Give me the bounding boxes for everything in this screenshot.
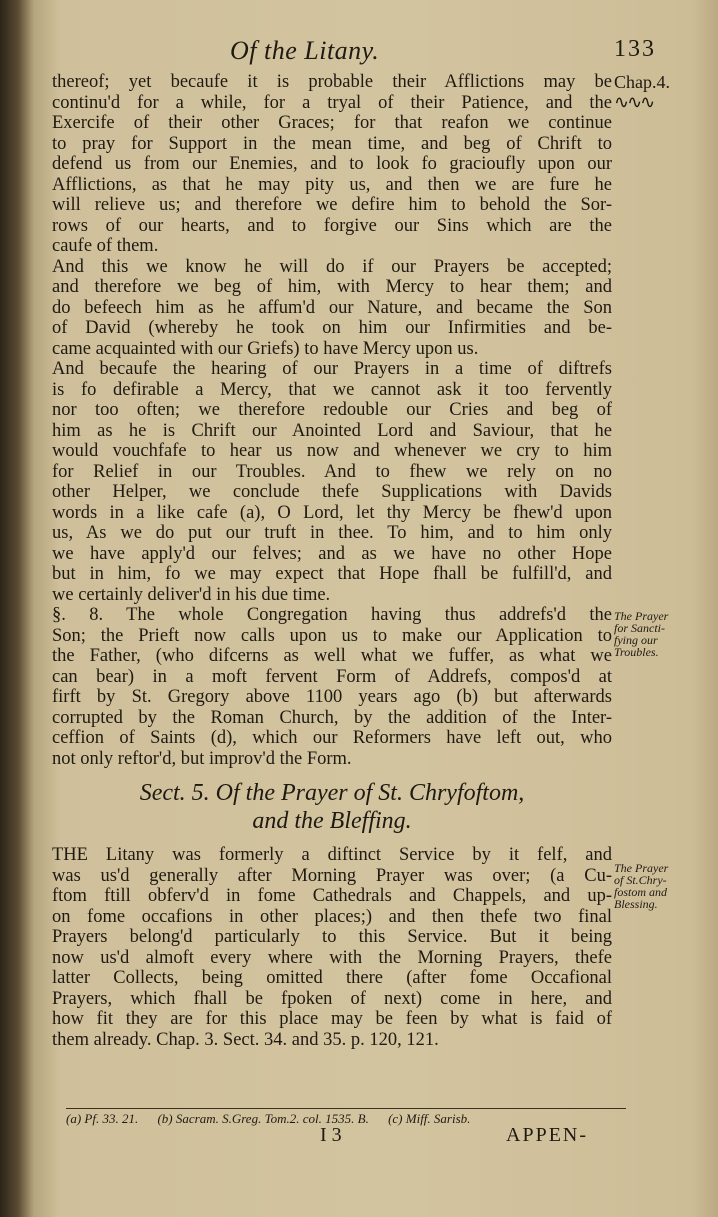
text-line: is fo defirable a Mercy, that we cannot ask it too fervently [52,379,612,400]
text-line: on fome occafions in other places;) and then thefe two final [52,906,612,927]
text-line: continu'd for a while, for a tryal of their Patience, and the [52,92,612,113]
section-heading-sub: and the Bleffing. [252,808,412,834]
text-line: us, As we do put our truft in thee. To him, and to him only [52,523,612,543]
text-line: but in him, fo we may expect that Hope fhall be fulfill'd, and [52,564,612,584]
text-line: came acquainted with our Griefs) to have Mercy upon us. [52,338,479,359]
text-line: can bear) in a moft fervent Form of Addrefs, compos'd at [52,666,612,687]
running-title: Of the Litany. [230,36,380,65]
paragraph-4 [52,605,612,769]
paragraph-3 [52,359,612,605]
catchword: APPEN- [506,1124,589,1146]
margin-note-chrysostom: The Prayer of St.Chry- fostom and Blessing. [614,861,669,911]
text-line: And becaufe the hearing of our Prayers in a time of diftrefs [52,359,612,379]
text-line: thereof; yet becaufe it is probable their Afflictions may be [52,72,612,92]
text-line: ftom ftill obferv'd in fome Cathedrals and Chappels, and up- [52,886,612,906]
text-line: and therefore we beg of him, with Mercy to hear them; and [52,277,612,297]
spacer [52,769,612,779]
text-line: Afflictions, as that he may pity us, and then we are fure he [52,174,612,195]
text-line: of David (whereby he took on him our Infirmities and be- [52,318,612,338]
footnote-c: (c) Miff. Sarisb. [388,1111,471,1126]
margin-flourish: ∿∿∿ [614,92,654,112]
text-line: not only reftor'd, but improv'd the Form. [52,748,352,769]
text-line: would vouchfafe to hear us now and whenever we cry to him [52,441,612,461]
text-line: for Relief in our Troubles. And to fhew we rely on no [52,461,612,482]
text-line: corrupted by the Roman Church, by the addition of the Inter- [52,707,612,728]
signature-mark: I 3 [320,1124,342,1146]
text-line: to pray for Support in the mean time, and beg of Chrift to [52,133,612,154]
text-line: was us'd generally after Morning Prayer was over; (a Cu- [52,865,612,886]
text-line: Exercife of their other Graces; for that reafon we continue [52,113,612,133]
margin-chapter: Chap.4. [614,72,670,92]
paragraph-2 [52,257,612,360]
text-line: §. 8. The whole Congregation having thus addrefs'd the [52,605,612,625]
text-line: firft by St. Gregory above 1100 years ago (b) but afterwards [52,687,612,707]
text-line: now us'd almoft every where with the Morning Prayers, thefe [52,947,612,968]
text-line: will relieve us; and therefore we defire him to behold the Sor- [52,195,612,215]
footnote-b: (b) Sacram. S.Greg. Tom.2. col. 1535. B. [157,1111,369,1126]
text-line: how fit they are for this place may be feen by what is faid of [52,1009,612,1029]
text-line: other Helper, we conclude thefe Supplications with Davids [52,482,612,502]
text-line: latter Collects, being omitted there (after fome Occafional [52,968,612,988]
text-line: we have apply'd our felves; and as we have no other Hope [52,543,612,564]
text-line: Son; the Prieft now calls upon us to make our Application to [52,625,612,646]
text-line: Prayers, which fhall be fpoken of next) come in here, and [52,988,612,1009]
text-line: him as he is Chrift our Anointed Lord and Saviour, that he [52,420,612,441]
section-heading: Sect. 5. Of the Prayer of St. Chryfoftom, [139,780,525,806]
text-line: words in a like cafe (a), O Lord, let thy Mercy be fhew'd upon [52,502,612,523]
page-header [0,36,718,70]
text-line: rows of our hearts, and to forgive our Sins which are the [52,215,612,236]
text-line: caufe of them. [52,236,159,256]
footnote-a: (a) Pf. 33. 21. [66,1111,139,1126]
text-line: ceffion of Saints (d), which our Reformers have left out, who [52,728,612,748]
paragraph-1 [52,72,612,257]
text-line: do befeech him as he affum'd our Nature, and became the Son [52,297,612,318]
spacer [52,835,612,845]
text-line: nor too often; we therefore redouble our Cries and beg of [52,400,612,420]
text-line: the Father, (who difcerns as well what we fuffer, as what we [52,646,612,666]
text-line: THE Litany was formerly a diftinct Service by it felf, and [52,845,612,865]
body-text [52,72,612,1050]
paragraph-5 [52,845,612,1050]
margin-note-sanctifying: The Prayer for Sancti- fying our Troubles. [614,609,669,659]
text-line: Prayers belong'd particularly to this Service. But it being [52,927,612,947]
text-line: them already. Chap. 3. Sect. 34. and 35. p. 120, 121. [52,1029,439,1050]
text-line: we certainly deliver'd in his due time. [52,584,331,605]
page-number: 133 [614,36,656,62]
text-line: defend us from our Enemies, and to look fo gracioufly upon our [52,154,612,174]
text-line: And this we know he will do if our Prayers be accepted; [52,256,612,277]
